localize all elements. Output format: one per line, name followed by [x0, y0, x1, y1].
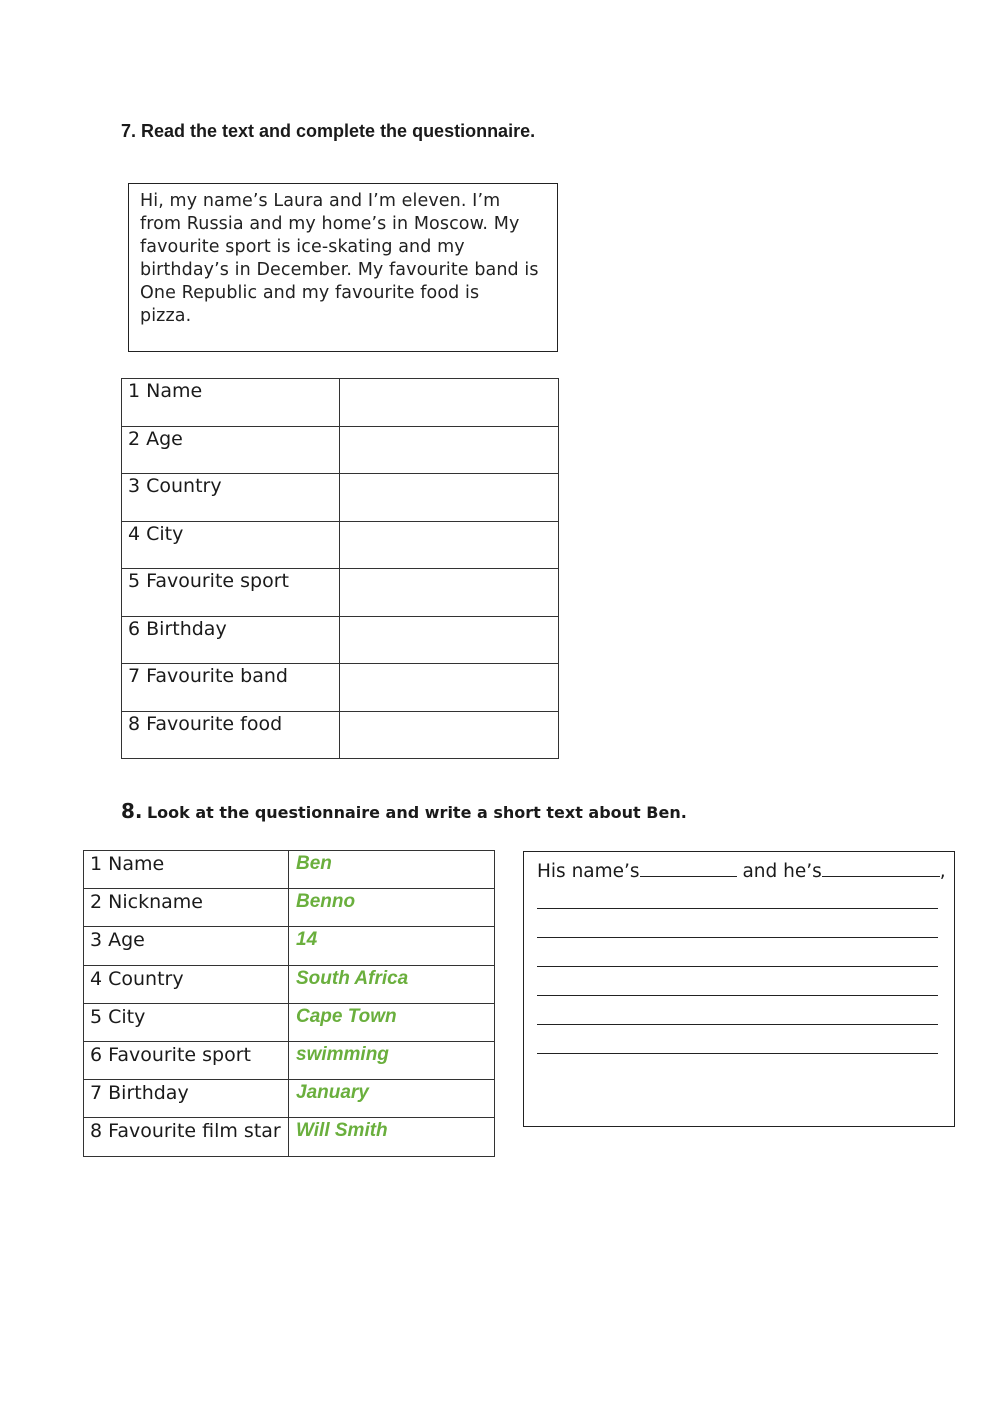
- field-value: Benno: [289, 889, 495, 927]
- ben-questionnaire-table: [83, 850, 495, 1157]
- writing-line[interactable]: [537, 937, 938, 938]
- answer-cell[interactable]: [340, 569, 559, 617]
- exercise-8-title: [121, 799, 687, 823]
- field-label: 7 Birthday: [84, 1080, 289, 1118]
- answer-cell[interactable]: [340, 521, 559, 569]
- exercise-instruction: Look at the questionnaire and write a short text about Ben.: [146, 803, 687, 822]
- writing-prompt: [537, 860, 946, 882]
- question-label: 1 Name: [122, 379, 340, 427]
- question-label: 8 Favourite food: [122, 711, 340, 759]
- field-value: January: [289, 1080, 495, 1118]
- field-value: Will Smith: [289, 1118, 495, 1156]
- field-label: 4 Country: [84, 965, 289, 1003]
- writing-line[interactable]: [537, 908, 938, 909]
- answer-cell[interactable]: [340, 426, 559, 474]
- table-row: [84, 965, 495, 1003]
- answer-cell[interactable]: [340, 664, 559, 712]
- reading-line: from Russia and my home’s in Moscow. My: [140, 214, 520, 234]
- table-row: [84, 1118, 495, 1156]
- table-row: [122, 569, 559, 617]
- table-row: [84, 889, 495, 927]
- exercise-7-title: 7. Read the text and complete the questionnaire.: [121, 121, 536, 141]
- table-row: [122, 616, 559, 664]
- table-row: [122, 711, 559, 759]
- answer-cell[interactable]: [340, 474, 559, 522]
- table-row: [84, 1041, 495, 1079]
- writing-line[interactable]: [537, 995, 938, 996]
- field-value: 14: [289, 927, 495, 965]
- question-label: 5 Favourite sport: [122, 569, 340, 617]
- table-row: [122, 664, 559, 712]
- reading-line: birthday’s in December. My favourite band is: [140, 260, 539, 280]
- field-label: 6 Favourite sport: [84, 1041, 289, 1079]
- field-label: 1 Name: [84, 851, 289, 889]
- answer-cell[interactable]: [340, 711, 559, 759]
- exercise-number: 8.: [121, 799, 143, 823]
- table-row: [84, 1003, 495, 1041]
- table-row: [122, 521, 559, 569]
- writing-prompt-part: His name’s: [537, 861, 640, 882]
- question-label: 7 Favourite band: [122, 664, 340, 712]
- question-label: 4 City: [122, 521, 340, 569]
- reading-line: Hi, my name’s Laura and I’m eleven. I’m: [140, 191, 501, 211]
- table-row: [122, 426, 559, 474]
- answer-blank[interactable]: [640, 860, 737, 877]
- field-value: South Africa: [289, 965, 495, 1003]
- field-label: 5 City: [84, 1003, 289, 1041]
- table-row: [84, 851, 495, 889]
- field-value: Cape Town: [289, 1003, 495, 1041]
- writing-prompt-part: and he’s: [736, 861, 822, 882]
- writing-line[interactable]: [537, 1053, 938, 1054]
- answer-cell[interactable]: [340, 379, 559, 427]
- reading-line: pizza.: [140, 306, 192, 326]
- question-label: 2 Age: [122, 426, 340, 474]
- writing-line[interactable]: [537, 966, 938, 967]
- field-label: 8 Favourite film star: [84, 1118, 289, 1156]
- table-row: [122, 474, 559, 522]
- reading-text-box: [128, 183, 558, 352]
- question-label: 3 Country: [122, 474, 340, 522]
- table-row: [122, 379, 559, 427]
- answer-blank[interactable]: [822, 860, 940, 877]
- writing-prompt-part: ,: [939, 861, 946, 882]
- field-value: Ben: [289, 851, 495, 889]
- questionnaire-table: [121, 378, 559, 759]
- reading-line: One Republic and my favourite food is: [140, 283, 480, 303]
- table-row: [84, 927, 495, 965]
- field-label: 2 Nickname: [84, 889, 289, 927]
- field-label: 3 Age: [84, 927, 289, 965]
- table-row: [84, 1080, 495, 1118]
- writing-box[interactable]: [523, 851, 955, 1127]
- reading-line: favourite sport is ice-skating and my: [140, 237, 465, 257]
- field-value: swimming: [289, 1041, 495, 1079]
- writing-line[interactable]: [537, 1024, 938, 1025]
- question-label: 6 Birthday: [122, 616, 340, 664]
- answer-cell[interactable]: [340, 616, 559, 664]
